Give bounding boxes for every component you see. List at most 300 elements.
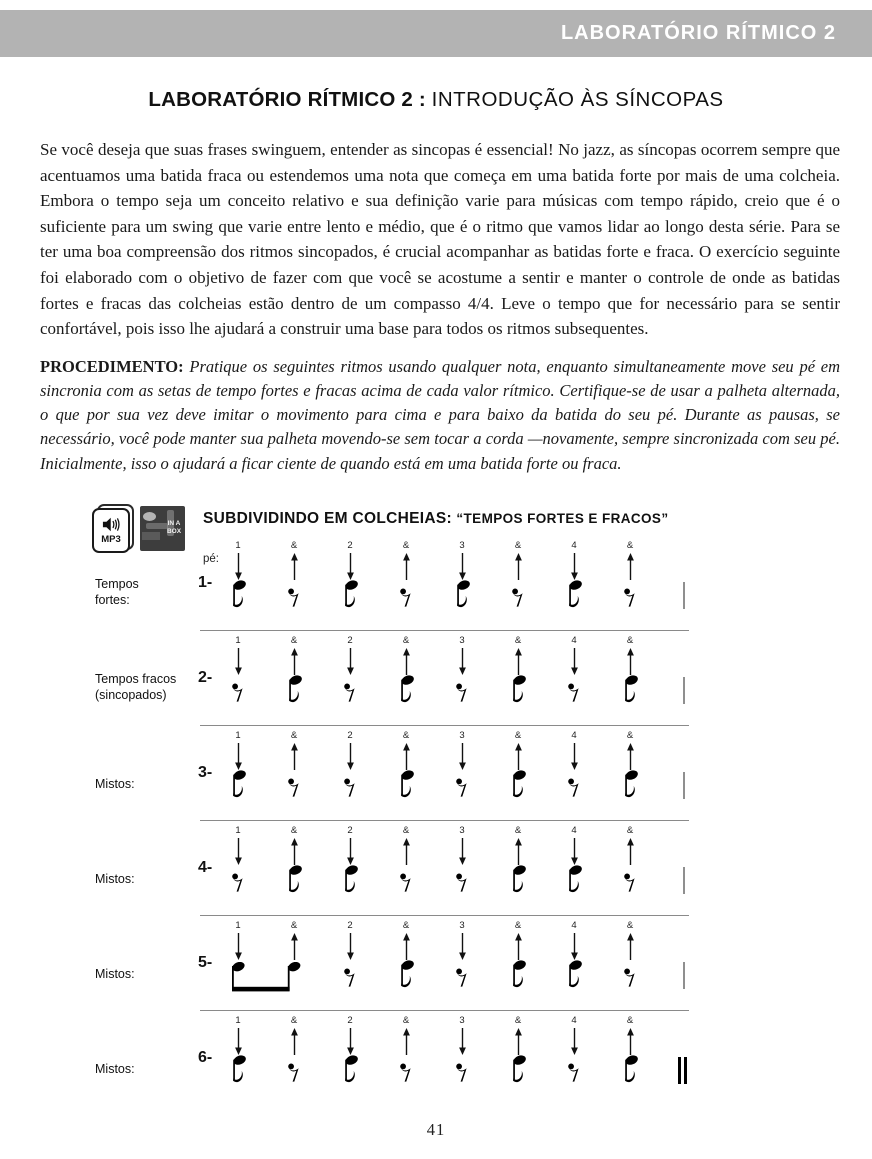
exercise-row-label: Tempos fortes:: [95, 577, 139, 607]
note-cell: [602, 770, 658, 805]
upbeat-arrow-icon: [402, 553, 411, 580]
beat-cell: [490, 1015, 546, 1090]
note-cell: [490, 865, 546, 900]
arrow-cell: [458, 648, 467, 675]
beat-label: 4: [571, 920, 577, 931]
downbeat-arrow-icon: [570, 648, 579, 675]
barline: [683, 867, 685, 894]
beat-cell: [546, 1015, 602, 1090]
beat-label: &: [626, 1015, 634, 1026]
eighth-note-icon: [510, 960, 527, 991]
beat-label: &: [514, 1015, 522, 1026]
arrow-cell: [346, 1028, 355, 1055]
arrow-cell: [458, 933, 467, 960]
beat-cell: [546, 635, 602, 710]
beat-cell: [210, 730, 266, 805]
eighth-rest-icon: [344, 968, 357, 987]
exercise-heading-main: SUBDIVIDINDO EM COLCHEIAS:: [203, 510, 452, 527]
exercise-row-label: Mistos:: [95, 1062, 135, 1076]
note-cell: [266, 865, 322, 900]
arrow-cell: [458, 553, 467, 580]
beat-label: &: [626, 540, 634, 551]
note-cell: [434, 770, 490, 805]
note-cell: [378, 865, 434, 900]
eighth-note-icon: [398, 770, 415, 801]
exercise-row-3: [0, 726, 872, 821]
beat-label: 2: [347, 825, 353, 836]
beat-grid: [210, 540, 658, 615]
beat-label: &: [402, 1015, 410, 1026]
beat-label: 2: [347, 635, 353, 646]
exercise-heading-quote: “TEMPOS FORTES E FRACOS”: [456, 511, 669, 526]
note-cell: [322, 580, 378, 615]
upbeat-arrow-icon: [290, 933, 299, 960]
eighth-rest-icon: [456, 968, 469, 987]
intro-paragraph: Se você deseja que suas frases swinguem, entender as sincopas é essencial! No jazz, as síncopas ocorrem sempre que acentuamos uma batida fraca ou estendemos uma nota que começa em uma batida forte por mais de uma colcheia. Embora o tempo seja um conceito relativo e sua definição varie para músicas com tempo rápido, creio que é o suficiente para um swing que varie entre lento e médio, que é o ritmo que vamos lidar ao longo desta série. Para se ter uma boa compreensão dos ritmos sincopados, é crucial acompanhar as batidas forte e fraca. O exercício seguinte foi elaborado com o objetivo de fazer com que você se acostume a sentir e manter o controle de onde as batidas fortes e fracas das colcheias estão dentro de um compasso 4/4. Leve o tempo que for necessário para se sentir confortável, pois isso lhe ajudará a construir uma base para todos os ritmos subsequentes.: [40, 140, 840, 339]
beat-cell: [266, 730, 322, 805]
downbeat-arrow-icon: [346, 553, 355, 580]
upbeat-arrow-icon: [514, 933, 523, 960]
beat-cell: [546, 920, 602, 995]
beat-cell: [322, 825, 378, 900]
arrow-cell: [458, 838, 467, 865]
exercise-number: 4-: [198, 859, 213, 876]
beat-cell: [434, 920, 490, 995]
procedure-label: PROCEDIMENTO:: [40, 356, 184, 376]
beat-label: 4: [571, 1015, 577, 1026]
exercise-row-6: [0, 1011, 872, 1106]
beat-label: 3: [459, 635, 465, 646]
beat-grid: [210, 825, 658, 900]
beat-label: &: [626, 635, 634, 646]
note-cell: [546, 770, 602, 805]
beat-label: 1: [235, 1015, 241, 1026]
eighth-note-icon: [286, 865, 303, 896]
eighth-rest-icon: [232, 683, 245, 702]
beat-cell: [322, 635, 378, 710]
beat-cell: [546, 825, 602, 900]
arrow-cell: [570, 1028, 579, 1055]
downbeat-arrow-icon: [346, 648, 355, 675]
arrow-cell: [570, 743, 579, 770]
beat-cell: [378, 825, 434, 900]
arrow-cell: [234, 743, 243, 770]
running-header-bar: [0, 10, 872, 57]
upbeat-arrow-icon: [402, 743, 411, 770]
beat-grid: [210, 920, 658, 995]
arrow-cell: [402, 743, 411, 770]
note-cell: [434, 580, 490, 615]
beat-label: 4: [571, 730, 577, 741]
beat-label: 4: [571, 540, 577, 551]
beat-label: 3: [459, 825, 465, 836]
note-cell: [378, 960, 434, 995]
beat-label: 3: [459, 730, 465, 741]
beat-cell: [602, 920, 658, 995]
beat-label: &: [290, 1015, 298, 1026]
upbeat-arrow-icon: [402, 838, 411, 865]
note-cell: [490, 675, 546, 710]
note-cell: [546, 675, 602, 710]
note-cell: [322, 770, 378, 805]
beat-label: 1: [235, 540, 241, 551]
upbeat-arrow-icon: [290, 553, 299, 580]
beat-cell: [602, 730, 658, 805]
arrow-cell: [458, 1028, 467, 1055]
page-title-regular: INTRODUÇÃO ÀS SÍNCOPAS: [431, 88, 724, 111]
eighth-note-icon: [230, 1055, 247, 1086]
upbeat-arrow-icon: [626, 933, 635, 960]
upbeat-arrow-icon: [626, 648, 635, 675]
arrow-cell: [626, 648, 635, 675]
note-cell: [210, 770, 266, 805]
exercise-number: 6-: [198, 1049, 213, 1066]
note-cell: [490, 580, 546, 615]
note-cell: [322, 1055, 378, 1090]
eighth-rest-icon: [456, 873, 469, 892]
beat-cell: [378, 1015, 434, 1090]
eighth-note-icon: [566, 580, 583, 611]
note-cell: [490, 1055, 546, 1090]
eighth-note-icon: [622, 1055, 639, 1086]
beat-cell: [490, 540, 546, 615]
eighth-note-icon: [566, 865, 583, 896]
eighth-rest-icon: [288, 588, 301, 607]
eighth-note-icon: [510, 770, 527, 801]
eighth-rest-icon: [568, 683, 581, 702]
beat-cell: [490, 920, 546, 995]
beat-cell: [546, 540, 602, 615]
exercise-row-5: [0, 916, 872, 1011]
upbeat-arrow-icon: [290, 1028, 299, 1055]
arrow-cell: [346, 648, 355, 675]
arrow-cell: [346, 553, 355, 580]
eighth-note-icon: [398, 675, 415, 706]
upbeat-arrow-icon: [514, 838, 523, 865]
beat-cell: [434, 825, 490, 900]
beat-cell: [490, 635, 546, 710]
barline: [683, 582, 685, 609]
eighth-rest-icon: [568, 1063, 581, 1082]
note-cell: [602, 1055, 658, 1090]
beat-cell: [322, 920, 378, 995]
beat-cell: [378, 540, 434, 615]
downbeat-arrow-icon: [570, 743, 579, 770]
eighth-rest-icon: [456, 778, 469, 797]
running-header-title: LABORATÓRIO RÍTMICO 2: [560, 22, 836, 44]
upbeat-arrow-icon: [514, 553, 523, 580]
eighth-rest-icon: [288, 778, 301, 797]
thumbnail-graphic: [146, 523, 168, 529]
eighth-rest-icon: [232, 873, 245, 892]
arrow-cell: [346, 743, 355, 770]
arrow-cell: [570, 933, 579, 960]
note-cell: [546, 960, 602, 995]
arrow-cell: [402, 933, 411, 960]
note-cell: [322, 960, 378, 995]
page-title-bold: LABORATÓRIO RÍTMICO 2 :: [148, 88, 426, 111]
arrow-cell: [626, 553, 635, 580]
mp3-label: MP3: [101, 534, 121, 545]
exercise-row-label: Tempos fracos (sincopados): [95, 672, 177, 702]
upbeat-arrow-icon: [290, 838, 299, 865]
beat-label: &: [290, 825, 298, 836]
arrow-cell: [290, 1028, 299, 1055]
beat-cell: [210, 1015, 266, 1090]
arrow-cell: [402, 553, 411, 580]
final-double-barline: [678, 1057, 687, 1084]
beat-cell: [266, 635, 322, 710]
downbeat-arrow-icon: [458, 838, 467, 865]
eighth-rest-icon: [624, 588, 637, 607]
arrow-cell: [234, 553, 243, 580]
arrow-cell: [626, 743, 635, 770]
eighth-rest-icon: [624, 873, 637, 892]
downbeat-arrow-icon: [458, 743, 467, 770]
eighth-rest-icon: [568, 778, 581, 797]
note-cell: [490, 770, 546, 805]
note-cell: [434, 960, 490, 995]
note-cell: [546, 865, 602, 900]
page-number: 41: [426, 1120, 446, 1139]
exercise-rows: [0, 536, 872, 1106]
arrow-cell: [234, 838, 243, 865]
beat-grid: [210, 635, 658, 710]
upbeat-arrow-icon: [626, 838, 635, 865]
exercise-row-1: [0, 536, 872, 631]
beat-cell: [266, 540, 322, 615]
beat-label: &: [626, 825, 634, 836]
downbeat-arrow-icon: [458, 933, 467, 960]
eighth-rest-icon: [456, 1063, 469, 1082]
arrow-cell: [514, 933, 523, 960]
note-cell: [434, 865, 490, 900]
beat-label: 1: [235, 730, 241, 741]
beat-label: 4: [571, 825, 577, 836]
arrow-cell: [234, 648, 243, 675]
beat-label: 3: [459, 1015, 465, 1026]
downbeat-arrow-icon: [346, 1028, 355, 1055]
exercise-row-label: Mistos:: [95, 777, 135, 791]
downbeat-arrow-icon: [458, 648, 467, 675]
note-cell: [434, 1055, 490, 1090]
beat-label: &: [514, 825, 522, 836]
downbeat-arrow-icon: [234, 553, 243, 580]
arrow-cell: [402, 1028, 411, 1055]
beat-cell: [602, 540, 658, 615]
beat-cell: [322, 540, 378, 615]
arrow-cell: [290, 933, 299, 960]
beat-cell: [602, 825, 658, 900]
beat-cell: [210, 825, 266, 900]
eighth-rest-icon: [288, 1063, 301, 1082]
note-cell: [210, 580, 266, 615]
upbeat-arrow-icon: [402, 648, 411, 675]
arrow-cell: [514, 648, 523, 675]
arrow-cell: [234, 933, 243, 960]
beat-cell: [546, 730, 602, 805]
upbeat-arrow-icon: [626, 1028, 635, 1055]
exercise-number: 1-: [198, 574, 213, 591]
beat-cell: [378, 635, 434, 710]
downbeat-arrow-icon: [346, 838, 355, 865]
arrow-cell: [514, 838, 523, 865]
downbeat-arrow-icon: [234, 743, 243, 770]
beat-label: &: [514, 730, 522, 741]
eighth-note-icon: [230, 770, 247, 801]
arrow-cell: [346, 838, 355, 865]
beat-label: 4: [571, 635, 577, 646]
note-cell: [378, 580, 434, 615]
beat-cell: [322, 1015, 378, 1090]
downbeat-arrow-icon: [346, 933, 355, 960]
beat-cell: [434, 635, 490, 710]
beat-label: 3: [459, 920, 465, 931]
note-cell: [378, 770, 434, 805]
eighth-note-icon: [342, 1055, 359, 1086]
beamed-eighth-notes-icon: [231, 962, 301, 994]
downbeat-arrow-icon: [458, 553, 467, 580]
note-cell: [546, 580, 602, 615]
beat-cell: [490, 730, 546, 805]
note-cell: [266, 770, 322, 805]
beat-cell: [322, 730, 378, 805]
beat-label: &: [290, 920, 298, 931]
arrow-cell: [626, 838, 635, 865]
beat-cell: [266, 825, 322, 900]
downbeat-arrow-icon: [570, 553, 579, 580]
note-cell: [490, 960, 546, 995]
upbeat-arrow-icon: [626, 743, 635, 770]
thumbnail-text: IN A BOX: [166, 520, 182, 535]
thumbnail-graphic: [143, 512, 156, 521]
exercise-row-label: Mistos:: [95, 872, 135, 886]
beat-cell: [210, 540, 266, 615]
upbeat-arrow-icon: [402, 1028, 411, 1055]
eighth-note-icon: [342, 865, 359, 896]
downbeat-arrow-icon: [570, 933, 579, 960]
beat-label: 2: [347, 1015, 353, 1026]
upbeat-arrow-icon: [514, 743, 523, 770]
arrow-cell: [570, 553, 579, 580]
arrow-cell: [570, 648, 579, 675]
note-cell: [266, 675, 322, 710]
eighth-rest-icon: [400, 873, 413, 892]
eighth-note-icon: [342, 580, 359, 611]
eighth-note-icon: [622, 675, 639, 706]
exercise-heading: [203, 510, 669, 528]
downbeat-arrow-icon: [458, 1028, 467, 1055]
note-cell: [210, 675, 266, 710]
beat-label: 1: [235, 635, 241, 646]
beat-label: &: [626, 920, 634, 931]
upbeat-arrow-icon: [626, 553, 635, 580]
eighth-note-icon: [510, 1055, 527, 1086]
exercise-number: 5-: [198, 954, 213, 971]
beat-cell: [378, 920, 434, 995]
arrow-cell: [514, 1028, 523, 1055]
beat-cell: [434, 730, 490, 805]
eighth-note-icon: [398, 960, 415, 991]
arrow-cell: [458, 743, 467, 770]
arrow-cell: [290, 648, 299, 675]
downbeat-arrow-icon: [234, 648, 243, 675]
beat-label: &: [514, 540, 522, 551]
upbeat-arrow-icon: [514, 1028, 523, 1055]
beat-label: &: [290, 540, 298, 551]
note-cell: [546, 1055, 602, 1090]
exercise-number: 3-: [198, 764, 213, 781]
downbeat-arrow-icon: [570, 838, 579, 865]
arrow-cell: [626, 1028, 635, 1055]
beat-label: 2: [347, 730, 353, 741]
beat-label: &: [514, 635, 522, 646]
note-cell: [322, 675, 378, 710]
arrow-cell: [234, 1028, 243, 1055]
eighth-rest-icon: [344, 778, 357, 797]
downbeat-arrow-icon: [234, 1028, 243, 1055]
exercise-row-2: [0, 631, 872, 726]
note-cell: [210, 1055, 266, 1090]
eighth-rest-icon: [512, 588, 525, 607]
procedure-paragraph: [40, 355, 840, 476]
note-cell: [602, 580, 658, 615]
exercise-row-4: [0, 821, 872, 916]
eighth-note-icon: [286, 675, 303, 706]
downbeat-arrow-icon: [346, 743, 355, 770]
arrow-cell: [290, 553, 299, 580]
arrow-cell: [626, 933, 635, 960]
arrow-cell: [514, 553, 523, 580]
beat-label: &: [290, 635, 298, 646]
barline: [683, 962, 685, 989]
eighth-rest-icon: [400, 588, 413, 607]
upbeat-arrow-icon: [514, 648, 523, 675]
arrow-cell: [346, 933, 355, 960]
beat-cell: [602, 1015, 658, 1090]
eighth-note-icon: [230, 580, 247, 611]
downbeat-arrow-icon: [234, 933, 243, 960]
downbeat-arrow-icon: [234, 838, 243, 865]
beat-cell: [378, 730, 434, 805]
upbeat-arrow-icon: [402, 933, 411, 960]
arrow-cell: [402, 648, 411, 675]
arrow-cell: [570, 838, 579, 865]
note-cell: [210, 865, 266, 900]
page-title: [0, 88, 872, 112]
foot-label: pé:: [203, 553, 219, 565]
note-cell: [378, 675, 434, 710]
barline: [683, 772, 685, 799]
beat-cell: [266, 1015, 322, 1090]
beat-label: 1: [235, 920, 241, 931]
eighth-note-icon: [510, 675, 527, 706]
note-cell: [602, 960, 658, 995]
beat-cell: [434, 540, 490, 615]
note-cell: [322, 865, 378, 900]
eighth-note-icon: [622, 770, 639, 801]
note-cell: [602, 865, 658, 900]
procedure-text: Pratique os seguintes ritmos usando qualquer nota, enquanto simultaneamente move seu pé em sincronia com as setas de tempo fortes e fracas acima de cada valor rítmico. Certifique-se de usar a palheta alternada, o que por sua vez deve imitar o movimento para cima e para baixo da batida do seu pé. Durante as pausas, se necessário, você pode manter sua palheta movendo-se sem tocar a corda —novamente, sempre sincronizada com seu pé. Inicialmente, isso o ajudará a ficar ciente de quando está em uma batida forte ou fraca.: [40, 356, 841, 473]
beat-cell: [210, 635, 266, 710]
eighth-note-icon: [510, 865, 527, 896]
beat-label: &: [402, 920, 410, 931]
beat-cell: [434, 1015, 490, 1090]
beat-cell: [490, 825, 546, 900]
arrow-cell: [290, 743, 299, 770]
eighth-note-icon: [566, 960, 583, 991]
eighth-rest-icon: [400, 1063, 413, 1082]
